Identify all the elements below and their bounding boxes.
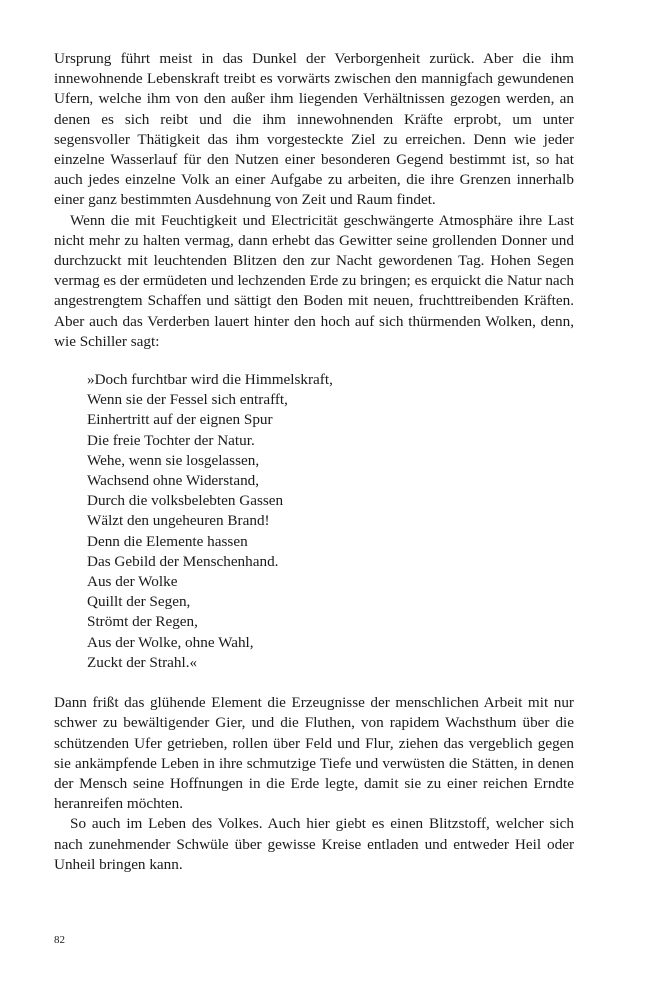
poem-line: Die freie Tochter der Natur. xyxy=(87,431,255,449)
poem-line: »Doch furchtbar wird die Himmelskraft, xyxy=(87,371,333,389)
poem-line: Das Gebild der Menschenhand. xyxy=(87,552,279,570)
paragraph-element: Dann frißt das glühende Element die Erzeugnisse der menschlichen Arbeit mit nur schwer zu bewältigender Gier, und die Fluthen, von rapidem Wachsthum über die schützenden Ufer getrieben, rollen über Feld und Flur, ziehen das vergeblich gegen sie ankämpfende Leben in ihre schmutzige Tiefe und verwüsten die Stätten, in denen der Mensch seine Hoffnungen in die Erde legte, damit sie zu einer reichen Erndte heranreifen möchten. xyxy=(54,694,574,813)
poem-line: Wachsend ohne Widerstand, xyxy=(87,472,260,490)
poem-line: Wehe, wenn sie losgelassen, xyxy=(87,451,260,469)
poem-line: Aus der Wolke xyxy=(87,573,178,591)
poem-line: Quillt der Segen, xyxy=(87,593,191,611)
page-number: 82 xyxy=(54,934,65,946)
poem-line: Durch die volksbelebten Gassen xyxy=(87,492,284,510)
poem-line: Strömt der Regen, xyxy=(87,613,198,631)
schiller-poem-quote xyxy=(87,370,574,673)
paragraph-ursprung: Ursprung führt meist in das Dunkel der Verborgenheit zurück. Aber die ihm innewohnende Lebenskraft treibt es vorwärts zwischen den mannigfach gewundenen Ufern, welche ihm von den außer ihm liegenden Verhältnissen gezogen werden, an denen es sich reibt und die ihm innewohnenden Kräfte erprobt, um unter segensvoller Thätigkeit das ihm vorgesteckte Ziel zu erreichen. Denn wie jeder einzelne Wasserlauf für den Nutzen einer besonderen Gegend bestimmt ist, so hat auch jedes einzelne Volk an einer Aufgabe zu arbeiten, die ihre Grenzen innerhalb einer ganz bestimmten Ausdehnung von Zeit und Raum findet. xyxy=(54,50,574,209)
poem-line: Zuckt der Strahl.« xyxy=(87,653,198,671)
paragraph-gewitter: Wenn die mit Feuchtigkeit und Electricität geschwängerte Atmosphäre ihre Last nicht mehr zu halten vermag, dann erhebt das Gewitter seine grollenden Donner und durchzuckt mit leuchtenden Blitzen den zur Nacht gewordenen Tag. Hohen Segen vermag es der ermüdeten und lechzenden Erde zu bringen; es erquickt die Natur nach angestrengtem Schaffen und sättigt den Boden mit neuen, fruchttreibenden Kräften. Aber auch das Verderben lauert hinter den hoch auf sich thürmenden Wolken, denn, wie Schiller sagt: xyxy=(54,211,574,350)
poem-line: Aus der Wolke, ohne Wahl, xyxy=(87,633,254,651)
poem-line: Einhertritt auf der eignen Spur xyxy=(87,411,273,429)
poem-line: Wenn sie der Fessel sich entrafft, xyxy=(87,391,288,409)
page-body xyxy=(54,49,574,875)
poem-line: Wälzt den ungeheuren Brand! xyxy=(87,512,270,530)
poem-line: Denn die Elemente hassen xyxy=(87,532,248,550)
paragraph-volk: So auch im Leben des Volkes. Auch hier giebt es einen Blitzstoff, welcher sich nach zunehmender Schwüle über gewisse Kreise entladen und entweder Heil oder Unheil bringen kann. xyxy=(54,815,574,873)
